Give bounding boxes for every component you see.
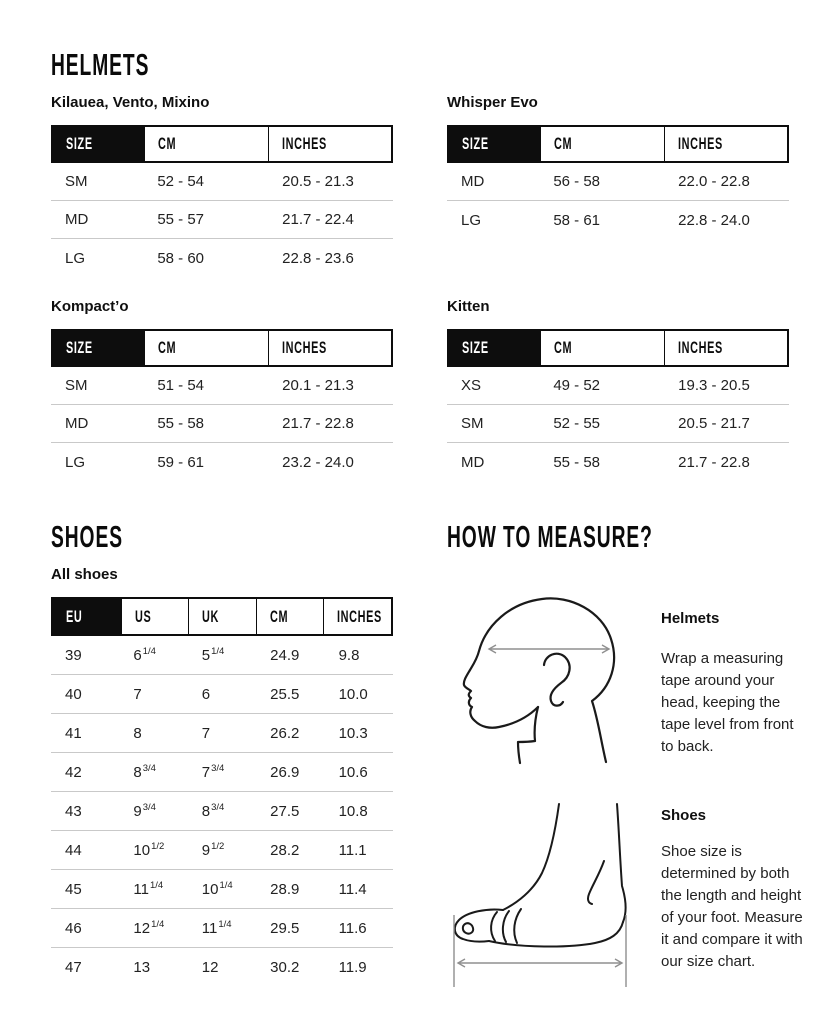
header-cm: CM [256,599,324,634]
header-us: US [121,599,189,634]
sole-line [489,922,623,947]
cell-eu: 42 [65,763,82,781]
table-header-row [51,329,393,367]
cell-eu: 46 [65,919,82,937]
table-row [447,367,789,405]
header-size: SIZE [53,331,144,365]
size-fraction: 3/4 [142,802,156,813]
head-width-arrow [489,645,609,653]
toe-crease-1 [491,912,497,941]
size-table-whisper-evo [447,125,789,239]
measure-shoes-text: Shoe size is determined by both the length and height of your foot. Measure it and compare it with our size chart. [661,843,803,970]
cell-uk [188,686,256,703]
cell-cm: 52 - 55 [553,415,601,432]
cell-inches: 21.7 - 22.4 [282,211,354,228]
cell-cm: 55 - 58 [157,415,205,432]
cell-us [119,920,187,937]
cell-inches: 9.8 [338,646,360,664]
cell-eu: 44 [65,841,82,859]
size-fraction: 3/4 [211,802,225,813]
table-row [51,714,393,753]
shoe-size-table [51,597,393,987]
cell-cm: 52 - 54 [157,173,205,190]
cell-eu: 39 [65,646,82,664]
cell-size: SM [65,377,88,394]
table-row [51,948,393,987]
toe-crease-2 [503,911,509,942]
cell-cm: 55 - 58 [553,453,601,471]
cell-uk [188,803,256,820]
cell-inches: 21.7 - 22.8 [678,453,750,471]
size-fraction: 1/4 [218,919,232,930]
foot-illustration [445,791,645,991]
table-row [51,636,393,675]
cell-uk [188,920,256,937]
table-header-row [447,329,789,367]
table-row [51,163,393,201]
header-eu: EU [53,599,121,634]
size-fraction: 1/4 [149,880,164,891]
size-fraction: 3/4 [211,763,225,774]
head-profile-illustration [458,595,638,765]
size-value: 7 [201,724,211,742]
header-cm: CM [144,331,267,365]
table-row [51,201,393,239]
cell-cm: 26.2 [270,724,300,742]
toe-crease-3 [514,909,521,943]
table-row [51,753,393,792]
cell-eu: 47 [65,959,82,976]
size-table-kilauea [51,125,393,277]
size-value: 6 [133,646,142,664]
size-value: 11 [201,919,218,937]
toenail-line [463,923,473,933]
size-value: 7 [201,763,211,781]
table-section-kompacto [51,298,393,481]
table-header-row [447,125,789,163]
header-inches: INCHES [323,599,391,634]
cell-us [119,803,187,820]
size-table-kompacto [51,329,393,481]
shoes-section-title: SHOES [51,519,123,554]
cell-inches: 10.0 [338,685,368,703]
cell-inches: 23.2 - 24.0 [282,453,354,471]
cell-cm: 27.5 [270,802,300,820]
table-header-row [51,125,393,163]
header-uk: UK [188,599,256,634]
cell-inches: 21.7 - 22.8 [282,415,354,432]
cell-inches: 20.5 - 21.7 [678,415,750,432]
header-inches: INCHES [664,331,787,365]
table-subtitle: Kilauea, Vento, Mixino [51,94,210,111]
size-fraction: 1/4 [219,880,233,891]
cell-eu: 43 [65,802,82,820]
measure-shoes-block [661,805,803,973]
ear-line [544,654,570,706]
cell-inches: 20.5 - 21.3 [282,173,354,190]
cell-us [119,647,187,664]
table-row [51,675,393,714]
size-value: 6 [201,685,211,703]
cell-cm: 49 - 52 [553,377,601,394]
cell-inches: 11.4 [338,880,367,898]
size-value: 11 [133,880,149,898]
cell-cm: 58 - 61 [553,211,601,229]
how-to-measure-title: HOW TO MEASURE? [447,519,653,554]
helmets-section-title: HELMETS [51,47,150,82]
header-cm: CM [144,127,267,161]
cell-eu: 41 [65,724,82,742]
cell-inches: 22.8 - 24.0 [678,211,750,229]
size-value: 10 [201,880,219,898]
cell-inches: 22.8 - 23.6 [282,249,354,267]
foot-length-arrow [454,915,626,987]
table-row [447,163,789,201]
size-value: 8 [133,763,142,781]
table-subtitle: Whisper Evo [447,94,538,111]
cell-size: SM [65,173,88,190]
header-cm: CM [540,331,663,365]
cell-inches: 10.6 [338,763,368,781]
table-row [51,443,393,481]
size-fraction: 1/2 [151,841,165,852]
size-fraction: 3/4 [142,763,156,774]
size-value: 5 [201,646,211,664]
cell-inches: 19.3 - 20.5 [678,377,750,394]
cell-cm: 30.2 [270,959,300,976]
table-row [51,405,393,443]
size-value: 8 [201,802,211,820]
cell-cm: 56 - 58 [553,173,601,190]
cell-size: MD [461,173,485,190]
measure-helmets-block [661,608,797,758]
cell-cm: 24.9 [270,646,300,664]
header-inches: INCHES [268,127,391,161]
header-cm: CM [540,127,663,161]
header-size: SIZE [449,331,540,365]
table-row [51,792,393,831]
size-value: 12 [201,959,219,976]
cell-cm: 29.5 [270,919,300,937]
cell-inches: 10.3 [338,724,368,742]
cell-us [119,959,187,976]
cell-uk [188,959,256,976]
table-section-kitten [447,298,789,481]
cell-us [119,725,187,742]
heel-back-line [617,804,626,922]
table-section-whisper-evo [447,94,789,239]
head-outline [464,598,614,762]
size-value: 13 [133,959,151,976]
cell-us [119,764,187,781]
cell-size: MD [461,453,485,471]
cell-inches: 11.1 [338,841,367,859]
size-value: 12 [133,919,151,937]
header-inches: INCHES [664,127,787,161]
cell-uk [188,647,256,664]
cell-cm: 28.2 [270,841,300,859]
foot-svg [445,791,645,991]
size-fraction: 1/2 [211,841,225,852]
cell-inches: 11.6 [338,919,367,937]
cell-size: MD [65,211,89,228]
size-value: 9 [201,841,211,859]
size-value: 8 [133,724,142,742]
header-inches: INCHES [268,331,391,365]
table-section-kilauea [51,94,393,277]
cell-size: SM [461,415,484,432]
table-subtitle: All shoes [51,566,118,583]
cell-us [119,881,187,898]
size-table-kitten [447,329,789,481]
cell-uk [188,881,256,898]
cell-cm: 51 - 54 [157,377,205,394]
measure-shoes-label: Shoes [661,807,707,824]
cell-size: LG [65,249,86,267]
head-profile-svg [458,595,638,765]
cell-us [119,842,187,859]
cell-inches: 11.9 [338,959,367,976]
cell-uk [188,764,256,781]
header-size: SIZE [449,127,540,161]
table-subtitle: Kitten [447,298,490,315]
table-row [447,201,789,239]
cell-cm: 26.9 [270,763,300,781]
cell-inches: 20.1 - 21.3 [282,377,354,394]
cell-cm: 58 - 60 [157,249,205,267]
cell-cm: 55 - 57 [157,211,205,228]
size-fraction: 1/4 [211,646,225,657]
measure-helmets-label: Helmets [661,610,720,627]
table-subtitle: Kompact’o [51,298,129,315]
table-row [447,443,789,481]
cell-uk [188,725,256,742]
table-row [51,870,393,909]
cell-size: LG [461,211,482,229]
size-value: 10 [133,841,151,859]
table-section-all-shoes [51,566,393,987]
table-row [51,909,393,948]
cell-size: MD [65,415,89,432]
table-header-row [51,597,393,636]
cell-size: XS [461,377,482,394]
cell-inches: 22.0 - 22.8 [678,173,750,190]
table-row [447,405,789,443]
size-fraction: 1/4 [151,919,165,930]
size-value: 7 [133,685,142,703]
table-row [51,239,393,277]
cell-cm: 28.9 [270,880,300,898]
cell-eu: 45 [65,880,82,898]
size-value: 9 [133,802,142,820]
cell-cm: 25.5 [270,685,300,703]
cell-inches: 10.8 [338,802,368,820]
measure-helmets-text: Wrap a measuring tape around your head, keeping the tape level from front to back. [661,650,794,755]
header-size: SIZE [53,127,144,161]
ankle-detail-line [588,861,604,904]
cell-cm: 59 - 61 [157,453,205,471]
shin-instep-line [503,804,559,910]
cell-us [119,686,187,703]
table-row [51,831,393,870]
table-row [51,367,393,405]
cell-size: LG [65,453,86,471]
cell-eu: 40 [65,685,82,703]
size-fraction: 1/4 [142,646,156,657]
cell-uk [188,842,256,859]
